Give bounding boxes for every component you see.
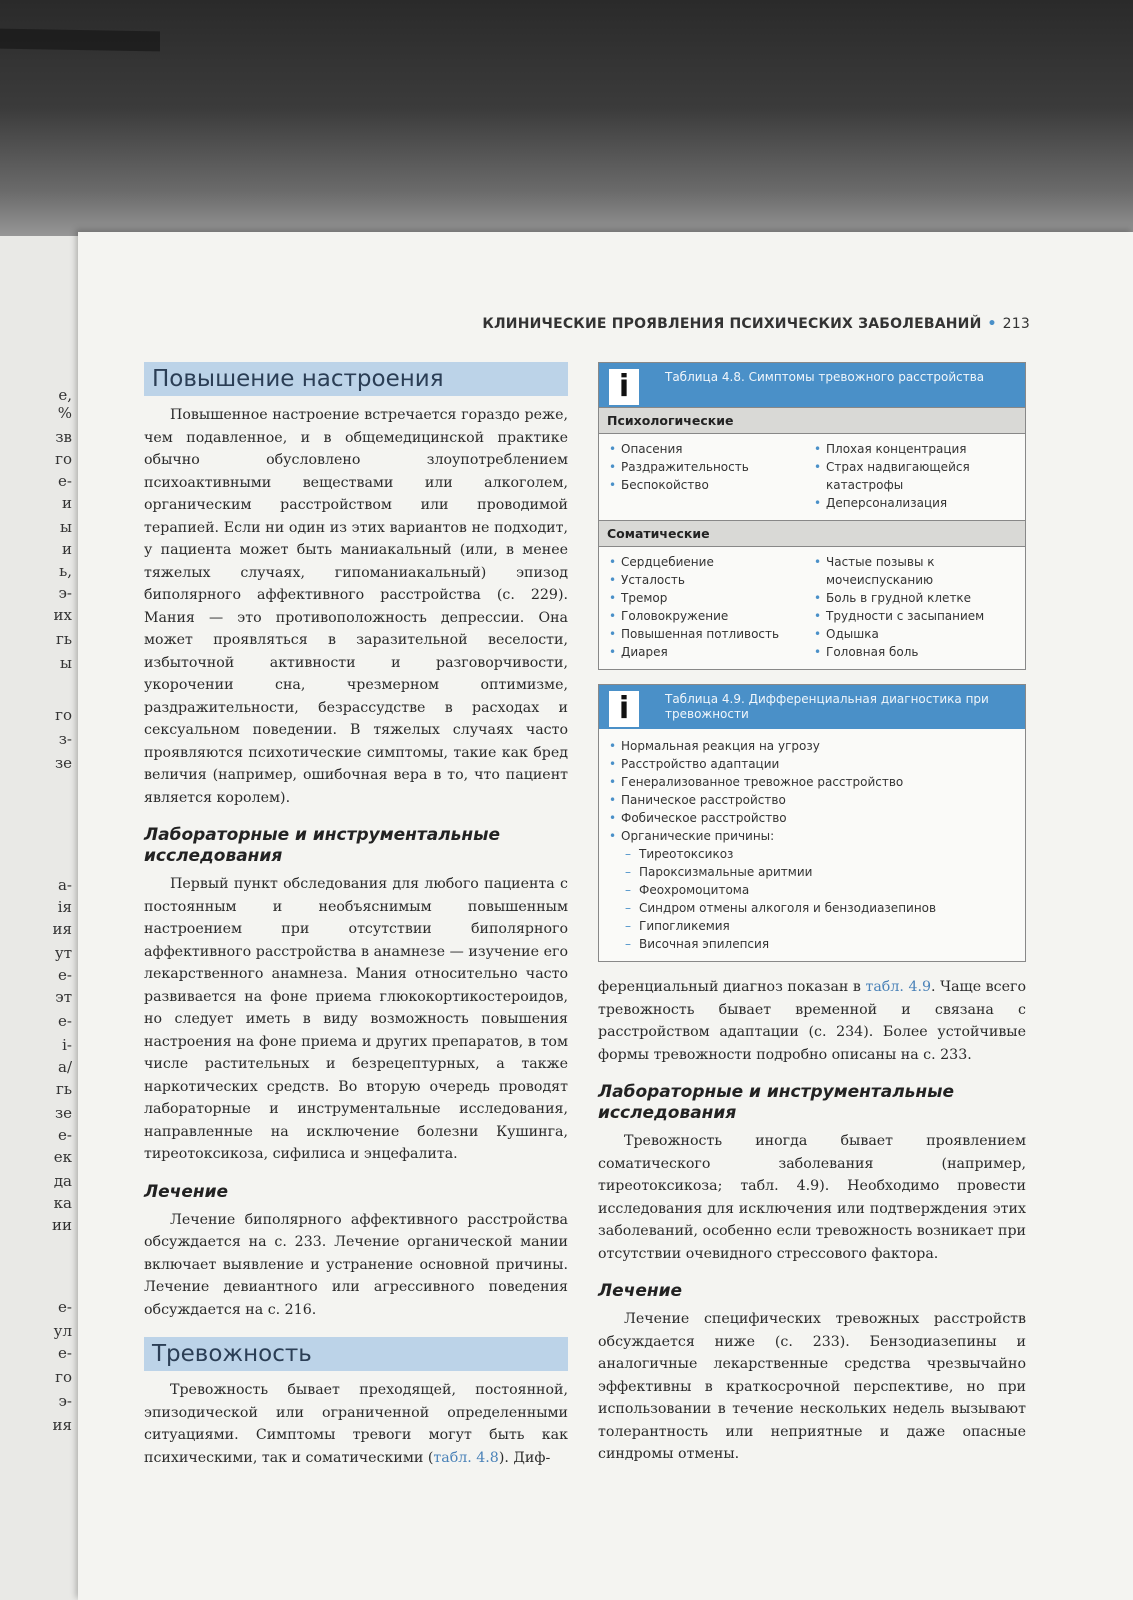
- prev-page-fragment: з-: [58, 730, 72, 748]
- paragraph-differential-tail: . Чаще всего тревожность бывает временной и связана с расстройством адаптации (с. 234). Более устойчивые формы тревожности подробно описаны на с. 233.: [598, 979, 1026, 1063]
- list-item: • Усталость: [607, 571, 812, 589]
- prev-page-fragment: ь,: [59, 562, 72, 580]
- subheading-lab-tests-anxiety: Лабораторные и инструментальные исследования: [598, 1082, 955, 1123]
- list-item: • Трудности с засыпанием: [812, 607, 1017, 625]
- prev-page-fragment: и: [62, 540, 72, 558]
- list-item: • Повышенная потливость: [607, 625, 812, 643]
- prev-page-fragment: гь: [55, 1080, 72, 1098]
- right-column: [598, 362, 1026, 1466]
- table-4-9-title: Таблица 4.9. Дифференциальная диагностика при тревожности: [665, 692, 989, 721]
- list-item: • Генерализованное тревожное расстройство: [607, 773, 1017, 791]
- paragraph-differential: [598, 976, 1026, 1066]
- list-subitem: – Височная эпилепсия: [607, 935, 1017, 953]
- prev-page-fragment: зе: [54, 1104, 72, 1122]
- list-item: • Частые позывы к мочеиспусканию: [812, 553, 1017, 589]
- differential-list: [607, 737, 1017, 953]
- page-number: 213: [1002, 316, 1030, 332]
- paragraph-anxiety-tail: ). Диф-: [498, 1449, 551, 1466]
- paragraph-treatment: Лечение биполярного аффективного расстройства обсуждается на с. 233. Лечение органической мании включает выявление и устранение основной причины. Лечение девиантного или агрессивного поведения обсуждается на с. 216.: [144, 1211, 568, 1318]
- table-4-8: [598, 362, 1026, 670]
- prev-page-fragment: е,: [58, 386, 72, 404]
- prev-page-fragment: е-: [58, 1298, 72, 1316]
- table-4-8-header: [599, 363, 1025, 407]
- prev-page-fragment: ут: [54, 944, 72, 962]
- prev-page-fragment: а-: [57, 876, 72, 894]
- paragraph-anxiety-text: Тревожность бывает преходящей, постоянной, эпизодической или ограниченной определенными ситуациями. Симптомы тревоги могут быть как психическими, так и соматическими (: [144, 1382, 568, 1466]
- subheading-treatment-anxiety: Лечение: [598, 1281, 683, 1301]
- prev-page-fragment: е-: [58, 1126, 72, 1144]
- prev-page-fragment: го: [55, 450, 72, 468]
- list-item: • Паническое расстройство: [607, 791, 1017, 809]
- somatic-list-left: [607, 553, 812, 661]
- paragraph-lab-tests: Первый пункт обследования для любого пациента с постоянным и необъяснимым повышенным настроением при отсутствии биполярного аффективного расстройства в анамнезе — изучение его лекарственного анамнеза. Мания относительно часто развивается на фоне приема глюкокортикостероидов, но следует иметь в виду возможность повышения настроения на фоне приема и других препаратов, в том числе растительных и безрецептурных, а также наркотических средств. Во вторую очередь проводят лабораторные и инструментальные исследования, направленные на исключение болезни Кушинга, тиреотоксикоза, сифилиса и энцефалита.: [144, 876, 568, 1162]
- prev-page-fragment: ка: [53, 1194, 72, 1212]
- running-head-separator: •: [987, 316, 997, 332]
- running-head-title: КЛИНИЧЕСКИЕ ПРОЯВЛЕНИЯ ПСИХИЧЕСКИХ ЗАБОЛЕВАНИЙ: [482, 316, 982, 332]
- table-4-9-body: [599, 729, 1025, 961]
- prev-page-fragment: е-: [58, 1012, 72, 1030]
- prev-page-fragment: го: [55, 1368, 72, 1386]
- list-subitem: – Синдром отмены алкоголя и бензодиазепинов: [607, 899, 1017, 917]
- list-item: • Раздражительность: [607, 458, 812, 476]
- prev-page-fragment: ы: [60, 518, 72, 536]
- prev-page-fragment: ия: [52, 1416, 72, 1434]
- list-item: • Головная боль: [812, 643, 1017, 661]
- prev-page-fragment: е-: [58, 1344, 72, 1362]
- table-4-8-somatic-header: Соматические: [599, 520, 1025, 547]
- list-item: • Нормальная реакция на угрозу: [607, 737, 1017, 755]
- list-item: • Плохая концентрация: [812, 440, 1017, 458]
- info-icon: i: [609, 691, 639, 727]
- list-subitem: – Феохромоцитома: [607, 881, 1017, 899]
- list-item: • Сердцебиение: [607, 553, 812, 571]
- table-4-8-psych-header: Психологические: [599, 407, 1025, 434]
- list-subitem: – Пароксизмальные аритмии: [607, 863, 1017, 881]
- section-title-anxiety: Тревожность: [144, 1337, 568, 1371]
- scan-shadow-top: [0, 0, 1133, 240]
- list-item: • Беспокойство: [607, 476, 812, 494]
- list-item: • Боль в грудной клетке: [812, 589, 1017, 607]
- prev-page-fragment: их: [53, 606, 72, 624]
- prev-page-fragment: гь: [55, 630, 72, 648]
- subheading-treatment: Лечение: [144, 1181, 229, 1202]
- list-subitem: – Тиреотоксикоз: [607, 845, 1017, 863]
- subheading-lab-tests: Лабораторные и инструментальные исследования: [144, 825, 501, 866]
- prev-page-fragment: і-: [62, 1036, 72, 1054]
- list-item: • Страх надвигающейся катастрофы: [812, 458, 1017, 494]
- paragraph-treatment-anxiety: Лечение специфических тревожных расстройств обсуждается ниже (с. 233). Бензодиазепины и аналогичные лекарственные средства чрезвычайно эффективны в краткосрочной перспективе, но при использовании в течение нескольких недель вызывают толерантность или неприятные и даже опасные синдромы отмены.: [598, 1311, 1026, 1462]
- prev-page-fragment: да: [53, 1172, 72, 1190]
- running-head: [78, 316, 1030, 332]
- table-4-8-psych-body: [599, 434, 1025, 520]
- prev-page-fragment: е-: [58, 472, 72, 490]
- psych-list-left: [607, 440, 812, 512]
- section-title-elevated-mood: Повышение настроения: [144, 362, 568, 396]
- somatic-list-right: [812, 553, 1017, 661]
- info-icon: i: [609, 369, 639, 405]
- prev-page-fragment: го: [55, 706, 72, 724]
- table-4-9: [598, 684, 1026, 962]
- table-4-8-somatic-body: [599, 547, 1025, 669]
- psych-list-right: [812, 440, 1017, 512]
- list-subitem: – Гипогликемия: [607, 917, 1017, 935]
- prev-page-fragment: ии: [52, 1216, 72, 1234]
- list-item: • Органические причины:: [607, 827, 1017, 845]
- prev-page-fragment: ул: [53, 1322, 72, 1340]
- list-item: • Одышка: [812, 625, 1017, 643]
- list-item: • Деперсонализация: [812, 494, 1017, 512]
- prev-page-fragment: ия: [52, 920, 72, 938]
- prev-page-fragment: ія: [57, 898, 72, 916]
- list-item: • Тремор: [607, 589, 812, 607]
- list-item: • Фобическое расстройство: [607, 809, 1017, 827]
- prev-page-fragment: зв: [55, 428, 72, 446]
- table-4-8-title: Таблица 4.8. Симптомы тревожного расстройства: [665, 370, 985, 384]
- list-item: • Диарея: [607, 643, 812, 661]
- prev-page-fragment: эт: [55, 988, 72, 1006]
- left-column: [144, 362, 568, 1469]
- prev-page-fragment: э-: [58, 584, 72, 602]
- paragraph-elevated-mood: Повышенное настроение встречается гораздо реже, чем подавленное, и в общемедицинской практике обычно обусловлено злоупотреблением психоактивными веществами или алкоголем, органическим расстройством или проводимой терапией. Если ни один из этих вариантов не подходит, у пациента может быть маниакальный (или, в менее тяжелых случаях, гипоманиакальный) эпизод биполярного аффективного расстройства (с. 229). Мания — это противоположность депрессии. Она может проявляться в заразительной веселости, избыточной активности и разговорчивости, укорочении сна, чрезмерном оптимизме, раздражительности, безрассудстве в расходах и сексуальном поведении. В тяжелых случаях часто проявляются психотические симптомы, такие как бред величия (например, ошибочная вера в то, что пациент является королем).: [144, 407, 568, 806]
- list-item: • Расстройство адаптации: [607, 755, 1017, 773]
- prev-page-fragment: зе: [54, 754, 72, 772]
- list-item: • Головокружение: [607, 607, 812, 625]
- paragraph-differential-text: ференциальный диагноз показан в: [598, 979, 866, 995]
- prev-page-fragment: %: [57, 404, 72, 422]
- table-4-9-link[interactable]: табл. 4.9: [865, 979, 932, 995]
- table-4-9-header: [599, 685, 1025, 729]
- paragraph-anxiety: [144, 1379, 568, 1469]
- prev-page-fragment: а/: [58, 1058, 72, 1076]
- prev-page-fragment: е-: [58, 966, 72, 984]
- prev-page-fragment: и: [62, 494, 72, 512]
- table-4-8-link[interactable]: табл. 4.8: [433, 1449, 499, 1466]
- list-item: • Опасения: [607, 440, 812, 458]
- prev-page-fragment: ы: [60, 654, 72, 672]
- prev-page-fragment: э-: [58, 1392, 72, 1410]
- paragraph-lab-tests-anxiety: Тревожность иногда бывает проявлением соматического заболевания (например, тиреотоксикоза; табл. 4.9). Необходимо провести исследования для исключения или подтверждения этих заболеваний, особенно если тревожность возникает при отсутствии очевидного стрессового фактора.: [598, 1133, 1026, 1262]
- book-page: [78, 232, 1133, 1600]
- prev-page-fragment: ек: [53, 1148, 72, 1166]
- previous-page-edge: [0, 236, 79, 1600]
